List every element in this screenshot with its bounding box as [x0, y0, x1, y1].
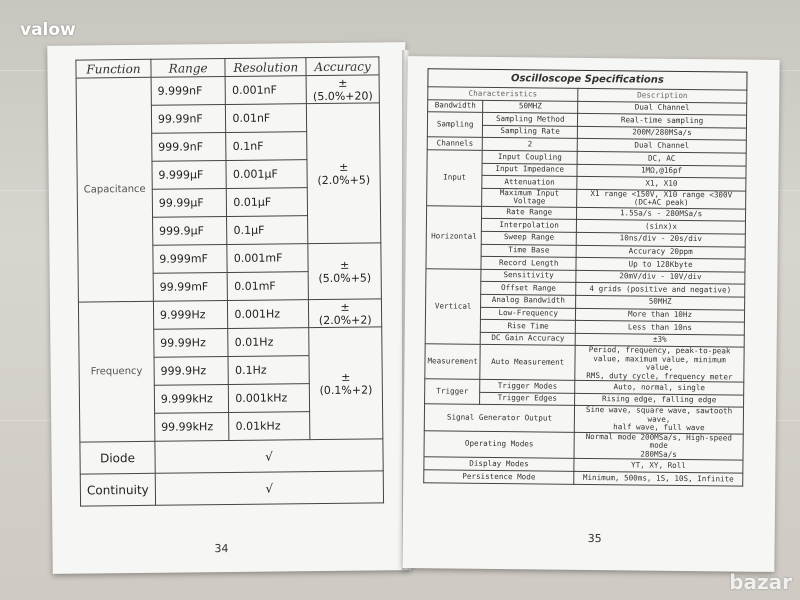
row-sublabel: 50MHZ [483, 100, 578, 114]
accuracy-cell: ±(5.0%+5) [308, 243, 381, 300]
oscilloscope-spec-table [423, 86, 747, 486]
range-cell: 9.999μF [152, 161, 227, 190]
accuracy-cell: ±(2.0%+5) [307, 103, 381, 244]
row-sublabel: Sensitivity [481, 269, 576, 283]
row-sublabel: Auto Measurement [480, 345, 575, 381]
continuity-value: √ [155, 471, 383, 505]
line-1: Normal mode 200MSa/s, High-speed mode [585, 431, 732, 451]
row-sublabel: Low-Frequency [481, 307, 576, 321]
table-row [424, 470, 743, 486]
row-value [574, 406, 743, 434]
row-label: Input [427, 150, 483, 206]
row-label: Persistence Mode [424, 470, 574, 484]
header-accuracy: Accuracy [306, 57, 379, 76]
range-cell: 99.99μF [152, 189, 227, 218]
table-row [80, 439, 383, 474]
row-value: 1.5Sa/s - 280MSa/s [577, 207, 746, 221]
header-function: Function [76, 59, 151, 78]
table-row [78, 299, 381, 330]
row-sublabel: Sweep Range [482, 231, 577, 245]
row-value: 50MHZ [576, 295, 745, 309]
row-label: Trigger [425, 379, 481, 405]
row-value: DC, AC [577, 151, 746, 165]
row-sublabel: Trigger Modes [480, 380, 575, 394]
range-cell: 9.999kHz [154, 385, 229, 414]
row-value: 20mV/div - 10V/div [576, 270, 745, 284]
line-2: half wave, full wave [613, 422, 705, 433]
row-label: Measurement [425, 344, 481, 380]
row-value [577, 189, 746, 209]
header-resolution: Resolution [225, 58, 306, 77]
resolution-cell: 0.001mF [227, 244, 308, 273]
resolution-cell: 0.001Hz [228, 300, 309, 329]
resolution-cell: 0.01kHz [229, 412, 310, 441]
row-value [575, 346, 744, 383]
resolution-cell: 0.1nF [226, 132, 307, 161]
row-label: Horizontal [426, 206, 482, 270]
resolution-cell: 0.1μF [227, 216, 308, 245]
row-value: 200M/280MSa/s [577, 126, 746, 140]
line-2: 280MSa/s [640, 449, 677, 459]
row-value: Dual Channel [577, 139, 746, 153]
line-1: Period, frequency, peak-to-peak [588, 345, 731, 356]
row-label: Bandwidth [428, 99, 483, 112]
row-value: Less than 10ns [575, 320, 744, 334]
row-sublabel: Rate Range [482, 206, 577, 220]
table-row [76, 75, 379, 106]
continuity-label: Continuity [80, 473, 155, 506]
line-1: X1 range <150V, X10 range <300V [590, 188, 733, 200]
row-sublabel: Trigger Edges [480, 392, 575, 406]
row-sublabel: Interpolation [482, 219, 577, 233]
row-sublabel: Record Length [481, 256, 576, 270]
function-capacitance: Capacitance [76, 77, 153, 302]
resolution-cell: 0.001nF [225, 76, 306, 105]
line-1: Maximum Input [499, 187, 560, 198]
row-label: Channels [427, 137, 482, 150]
resolution-cell: 0.001μF [226, 160, 307, 189]
row-value: Rising edge, falling edge [575, 393, 744, 407]
row-label: Display Modes [424, 457, 574, 471]
row-label: Vertical [425, 268, 481, 344]
accuracy-cell: ±(5.0%+20) [306, 75, 379, 104]
line-2: (DC+AC peak) [633, 197, 689, 208]
range-cell: 99.99mF [153, 273, 228, 302]
range-cell: 999.9nF [152, 133, 227, 162]
line-2: Voltage [513, 196, 546, 206]
row-value [574, 432, 743, 460]
row-value: 10ns/div - 20s/div [576, 232, 745, 246]
row-value: (sinx)x [576, 220, 745, 234]
row-label: Operating Modes [424, 431, 574, 459]
range-cell: 99.99kHz [155, 413, 230, 442]
corner-logo: bazar [729, 570, 792, 594]
header-description: Description [578, 88, 747, 102]
row-sublabel: Sampling Rate [483, 125, 578, 139]
accuracy-cell: ±(2.0%+2) [309, 299, 382, 328]
page-number: 34 [214, 542, 229, 556]
table-row [424, 404, 743, 434]
resolution-cell: 0.01μF [227, 188, 308, 217]
row-value: X1, X10 [577, 177, 746, 191]
range-cell: 99.99nF [151, 105, 226, 134]
watermark: valow [20, 20, 76, 40]
row-sublabel: Analog Bandwidth [481, 294, 576, 308]
resolution-cell: 0.01Hz [228, 328, 309, 357]
table-row [424, 431, 743, 461]
table-row [80, 471, 383, 506]
row-value: Minimum, 500ms, 1S, 10S, Infinite [574, 471, 743, 485]
page-title: Oscilloscope Specifications [427, 68, 747, 90]
range-cell: 9.999Hz [153, 301, 228, 330]
table-row [425, 344, 744, 382]
range-cell: 9.999mF [153, 245, 228, 274]
range-cell: 99.99Hz [154, 329, 229, 358]
resolution-cell: 0.01nF [226, 104, 307, 133]
row-sublabel: Input Coupling [482, 150, 577, 164]
row-value: ±3% [575, 333, 744, 347]
row-value: Auto, normal, single [575, 381, 744, 395]
resolution-cell: 0.1Hz [228, 356, 309, 385]
range-cell: 999.9μF [152, 217, 227, 246]
accuracy-cell: ±(0.1%+2) [309, 327, 383, 440]
row-value: YT, XY, Roll [574, 459, 743, 473]
row-value: Real-time sampling [578, 114, 747, 128]
row-sublabel: Offset Range [481, 282, 576, 296]
multimeter-spec-table [75, 56, 384, 506]
row-sublabel: Rise Time [481, 319, 576, 333]
line-3: RMS, duty cycle, frequency meter [586, 370, 733, 382]
row-sublabel: Sampling Method [483, 113, 578, 127]
row-value: Accuracy 20ppm [576, 245, 745, 259]
page-number: 35 [587, 531, 602, 546]
function-frequency: Frequency [78, 301, 154, 442]
diode-value: √ [155, 439, 383, 473]
row-value: Up to 128Kbyte [576, 257, 745, 271]
header-range: Range [151, 59, 226, 78]
row-sublabel [482, 188, 577, 207]
manual-page-right [402, 56, 779, 572]
row-value: More than 10Hz [576, 308, 745, 322]
resolution-cell: 0.01mF [228, 272, 309, 301]
row-value: 4 grids (positive and negative) [576, 283, 745, 297]
row-sublabel: 2 [483, 138, 578, 152]
row-value: 1MΩ,@16pf [577, 164, 746, 178]
range-cell: 9.999nF [151, 77, 226, 106]
line-1: Sine wave, square wave, sawtooth wave, [585, 405, 733, 424]
row-value: Dual Channel [578, 101, 747, 115]
row-sublabel: Input Impedance [482, 163, 577, 177]
row-sublabel: DC Gain Accuracy [480, 332, 575, 346]
row-label: Signal Generator Output [424, 404, 574, 432]
row-label: Sampling [427, 112, 483, 138]
row-sublabel: Time Base [481, 244, 576, 258]
range-cell: 999.9Hz [154, 357, 229, 386]
row-sublabel: Attenuation [482, 176, 577, 190]
manual-page-left [47, 42, 411, 574]
resolution-cell: 0.001kHz [229, 384, 310, 413]
diode-label: Diode [80, 441, 155, 474]
header-characteristics: Characteristics [428, 87, 578, 101]
line-2: value, maximum value, minimum value, [593, 353, 726, 373]
